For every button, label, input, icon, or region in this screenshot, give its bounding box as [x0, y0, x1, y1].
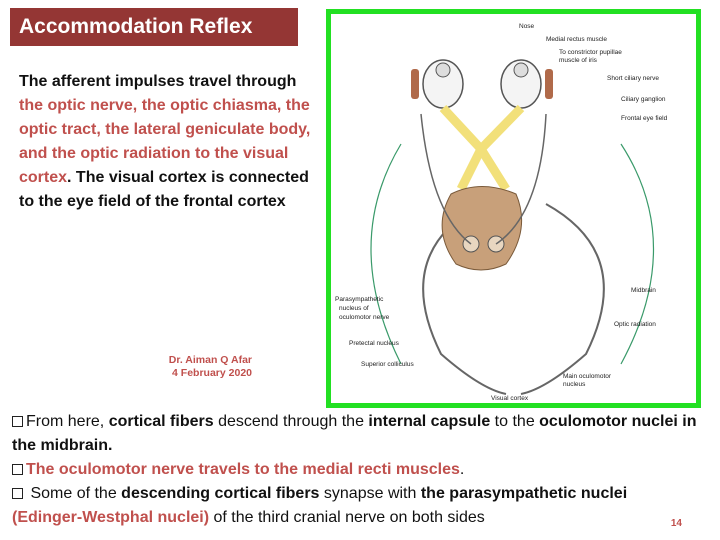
bullet-3-text-c: synapse with	[319, 485, 421, 502]
label-constrictor: To constrictor pupillae	[559, 49, 622, 56]
bullet-3	[12, 482, 717, 530]
bullet-2	[12, 458, 717, 482]
checkbox-bullet-icon	[12, 416, 23, 427]
checkbox-bullet-icon	[12, 464, 23, 475]
bullet-1-text-d: internal capsule	[368, 413, 491, 430]
bullet-1-text-b: cortical fibers	[108, 413, 214, 430]
optic-chiasma	[443, 108, 521, 189]
left-eye	[411, 60, 463, 108]
label-nose: Nose	[519, 23, 535, 30]
label-constrictor-2: muscle of iris	[559, 57, 597, 64]
label-parasympathetic-1: Parasympathetic	[335, 296, 384, 303]
byline-date: 4 February 2020	[172, 367, 252, 379]
page-number: 14	[670, 518, 682, 529]
intro-text-2: . The visual cortex is connected to the eye field of the frontal cortex	[19, 169, 309, 210]
label-main-oculomotor-1: Main oculomotor	[563, 373, 612, 380]
bullet-3-text-f: of the third cranial nerve on both sides	[209, 509, 485, 526]
label-main-oculomotor-2: nucleus	[563, 381, 586, 388]
bullet-1-text-f: oculomotor nuclei in the midbrain.	[12, 413, 697, 454]
byline	[162, 354, 252, 380]
pathway-diagram	[331, 14, 696, 403]
right-optic-radiation	[521, 204, 604, 394]
label-ciliary-ganglion: Ciliary ganglion	[621, 96, 666, 103]
bullet-3-text-a: Some of the	[26, 485, 122, 502]
checkbox-bullet-icon	[12, 488, 23, 499]
intro-text-1: The afferent impulses travel through	[19, 73, 297, 90]
bullet-2-text-b: .	[459, 461, 465, 478]
midbrain-section	[442, 187, 522, 271]
bullet-1-text-a: From here,	[26, 413, 109, 430]
label-visual-cortex: Visual cortex	[491, 395, 529, 402]
left-cortical-fiber	[371, 144, 401, 364]
right-cortical-fiber	[621, 144, 654, 364]
label-midbrain: Midbrain	[631, 287, 656, 294]
bullet-1	[12, 410, 717, 458]
bullet-1-text-e: to the	[490, 413, 540, 430]
right-eye	[501, 60, 553, 108]
label-optic-radiation: Optic radiation	[614, 321, 656, 328]
label-frontal-eye-field: Frontal eye field	[621, 115, 668, 122]
intro-paragraph	[19, 70, 319, 214]
bullet-3-text-e: (Edinger-Westphal nuclei)	[12, 509, 210, 526]
bullet-1-text-c: descend through the	[213, 413, 369, 430]
intro-pathway: the optic nerve, the optic chiasma, the optic tract, the lateral geniculate body, and the optic radiation to the visual cortex	[19, 97, 311, 186]
slide-title: Accommodation Reflex	[10, 8, 298, 46]
label-parasympathetic-2: nucleus of	[339, 305, 369, 312]
bullet-list	[12, 410, 717, 530]
accommodation-pathway-figure	[326, 9, 701, 408]
label-superior-colliculus: Superior colliculus	[361, 361, 414, 368]
label-medial-rectus: Medial rectus muscle	[546, 36, 608, 43]
bullet-3-text-b: descending cortical fibers	[121, 485, 320, 502]
label-short-ciliary: Short ciliary nerve	[607, 75, 660, 82]
bullet-2-text-a: The oculomotor nerve travels to the medial recti muscles	[26, 461, 460, 478]
bullet-3-text-d: the parasympathetic nuclei	[420, 485, 628, 502]
byline-author: Dr. Aiman Q Afar	[168, 354, 252, 366]
label-parasympathetic-3: oculomotor nerve	[339, 314, 390, 321]
label-pretectal: Pretectal nucleus	[349, 340, 399, 347]
